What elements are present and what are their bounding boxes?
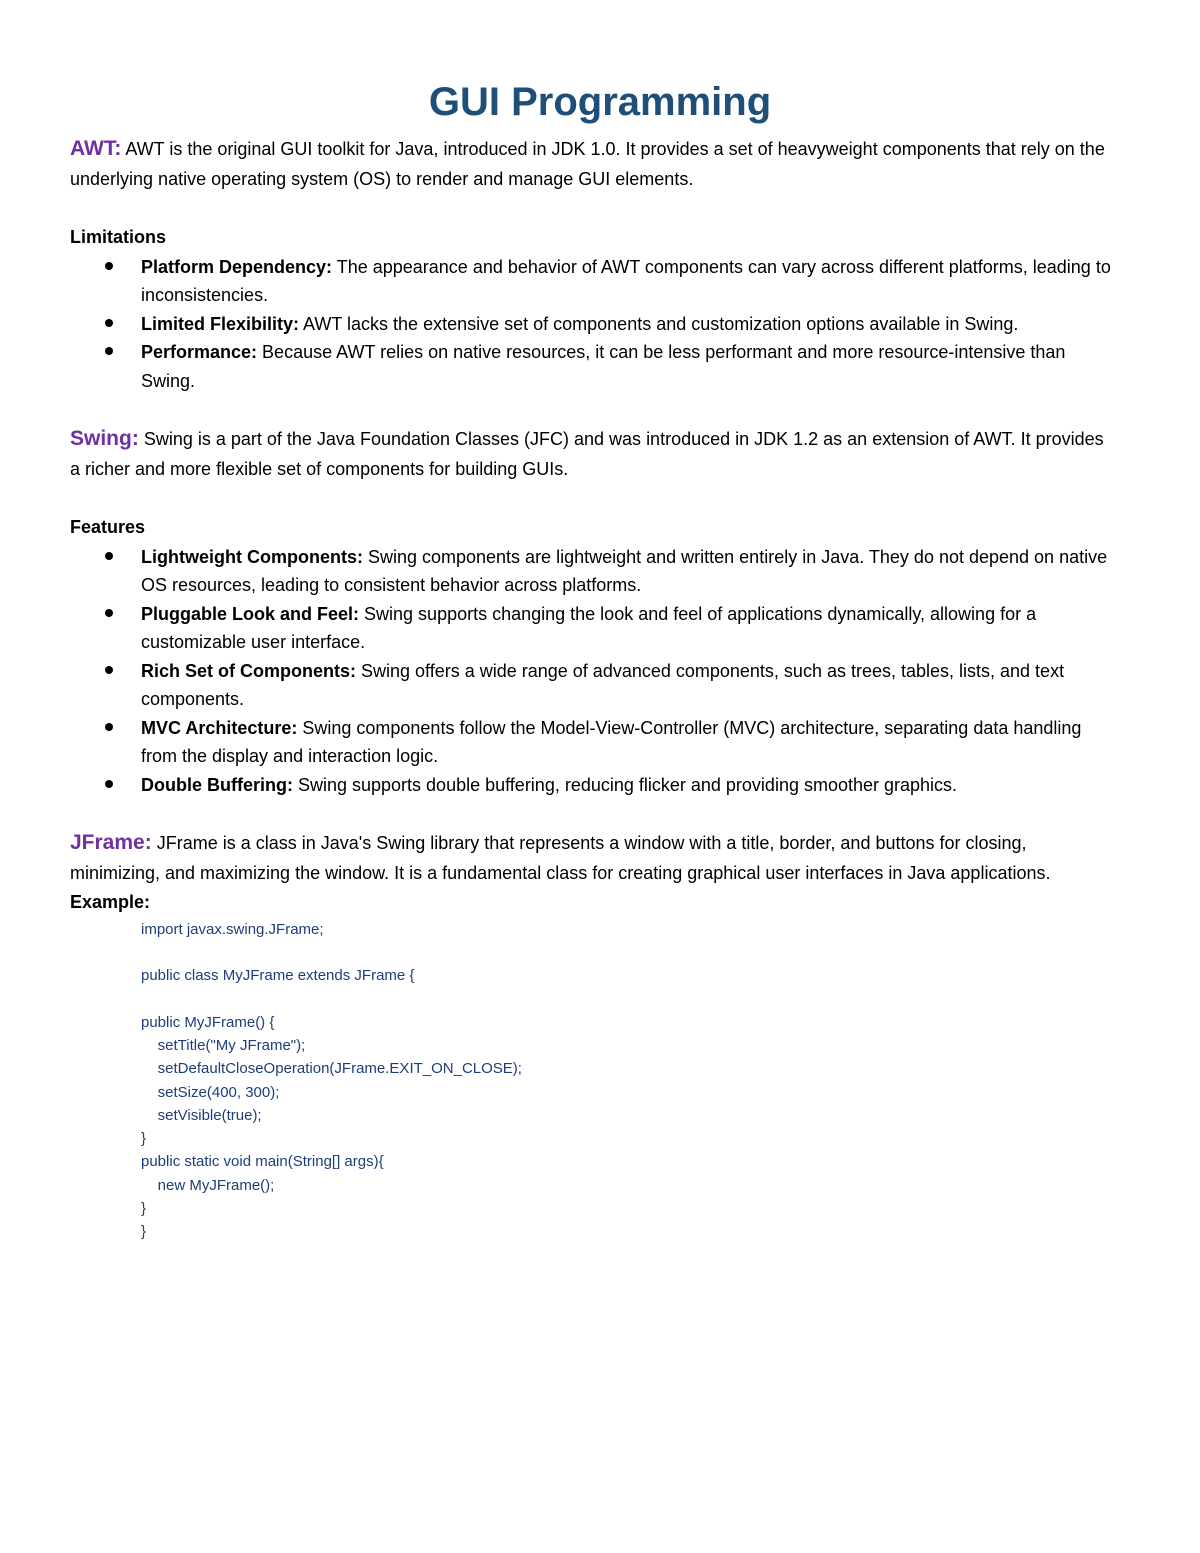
list-item	[70, 600, 1115, 657]
list-item	[70, 771, 1115, 800]
item-label: Rich Set of Components:	[141, 660, 356, 681]
jframe-text: JFrame is a class in Java's Swing library that represents a window with a title, border, and buttons for closing, minimizing, and maximizing the window. It is a fundamental class for creating graphical user interfaces in Java applications.	[70, 833, 1051, 883]
bullet-icon	[105, 723, 113, 731]
item-label: Platform Dependency:	[141, 256, 333, 277]
code-line: setTitle("My JFrame");	[141, 1036, 306, 1054]
bullet-icon	[105, 780, 113, 788]
bullet-icon	[105, 552, 113, 560]
item-label: Performance:	[141, 342, 258, 362]
code-line: setSize(400, 300);	[141, 1083, 280, 1101]
spacer	[70, 194, 1115, 223]
spacer	[70, 484, 1115, 513]
code-line: public static void main(String[] args){	[141, 1153, 384, 1171]
bullet-icon	[105, 609, 113, 617]
spacer	[70, 395, 1115, 424]
item-text: Swing supports double buffering, reducing flicker and providing smoother graphics.	[292, 774, 958, 795]
spacer	[70, 799, 1115, 828]
code-line	[141, 941, 1115, 964]
item-text: Swing offers a wide range of advanced components, such as trees, tables, lists, and text components.	[141, 660, 1065, 709]
example-label: Example:	[70, 892, 151, 912]
item-text: The appearance and behavior of AWT components can vary across different platforms, leading to inconsistencies.	[141, 256, 1111, 305]
code-line: }	[141, 1130, 147, 1148]
code-line: public class MyJFrame extends JFrame {	[141, 967, 415, 985]
features-list	[70, 543, 1115, 800]
features-heading: Features	[70, 517, 146, 537]
list-item	[70, 338, 1115, 395]
item-text: Swing supports changing the look and feel of applications dynamically, allowing for a customizable user interface.	[141, 603, 1037, 652]
swing-term: Swing:	[70, 427, 139, 450]
list-item	[70, 253, 1115, 310]
bullet-icon	[105, 319, 113, 327]
swing-paragraph	[70, 424, 1115, 484]
item-text: Swing components are lightweight and written entirely in Java. They do not depend on native OS resources, leading to consistent behavior across platforms.	[141, 546, 1108, 595]
swing-text: Swing is a part of the Java Foundation Classes (JFC) and was introduced in JDK 1.2 as an extension of AWT. It provides a richer and more flexible set of components for building GUIs.	[70, 429, 1104, 479]
code-line	[141, 987, 1115, 1010]
code-line: setVisible(true);	[141, 1106, 262, 1124]
code-line: }	[141, 1223, 147, 1241]
document-body	[70, 134, 1115, 1244]
awt-text: AWT is the original GUI toolkit for Java, introduced in JDK 1.0. It provides a set of heavyweight components that rely on the underlying native operating system (OS) to render and manage GUI elements.	[70, 139, 1105, 189]
list-item	[70, 543, 1115, 600]
code-line: import javax.swing.JFrame;	[141, 920, 324, 938]
code-line: new MyJFrame();	[141, 1176, 275, 1194]
jframe-term: JFrame:	[70, 831, 152, 854]
code-line: public MyJFrame() {	[141, 1013, 275, 1031]
item-text: AWT lacks the extensive set of components and customization options available in Swing.	[299, 313, 1019, 334]
list-item	[70, 310, 1115, 339]
awt-paragraph	[70, 134, 1115, 194]
page-title: GUI Programming	[428, 80, 772, 124]
item-text: Because AWT relies on native resources, it can be less performant and more resource-intensive than Swing.	[141, 342, 1066, 391]
bullet-icon	[105, 666, 113, 674]
limitations-list	[70, 253, 1115, 396]
limitations-heading: Limitations	[70, 227, 167, 247]
item-label: Limited Flexibility:	[141, 313, 300, 334]
jframe-paragraph	[70, 828, 1115, 888]
item-label: MVC Architecture:	[141, 717, 298, 738]
item-label: Pluggable Look and Feel:	[141, 603, 360, 624]
bullet-icon	[105, 347, 113, 355]
item-text: Swing components follow the Model-View-Controller (MVC) architecture, separating data handling from the display and interaction logic.	[141, 717, 1082, 766]
item-label: Lightweight Components:	[141, 546, 363, 567]
awt-term: AWT:	[70, 137, 122, 160]
list-item	[70, 657, 1115, 714]
list-item	[70, 714, 1115, 771]
code-line: }	[141, 1200, 147, 1218]
code-example	[141, 918, 1115, 1244]
code-line: setDefaultCloseOperation(JFrame.EXIT_ON_CLOSE);	[141, 1060, 522, 1078]
item-label: Double Buffering:	[141, 774, 293, 795]
bullet-icon	[105, 262, 113, 270]
